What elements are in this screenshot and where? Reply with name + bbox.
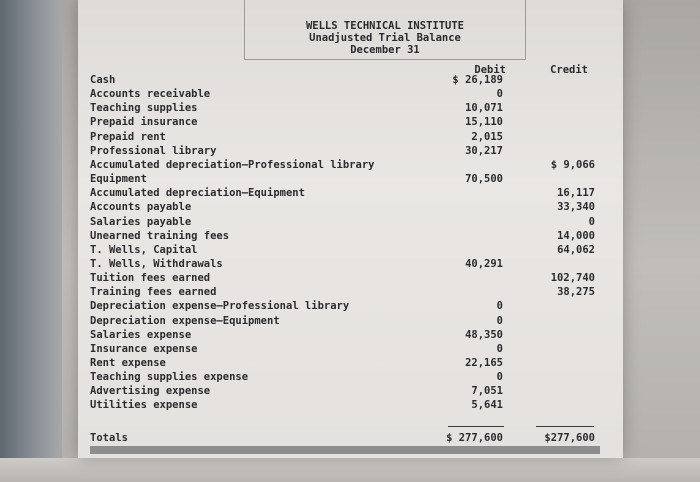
table-row [90,370,595,384]
account-name: Unearned training fees [90,229,230,242]
credit-amount: 16,117 [557,187,595,200]
debit-amount: 2,015 [471,130,503,143]
credit-column-header: Credit [550,64,588,76]
debit-amount: 22,165 [465,357,503,369]
table-row [90,314,595,328]
credit-amount: 0 [588,215,595,228]
credit-amount: $ 9,066 [550,158,595,171]
debit-amount: 0 [496,371,503,384]
account-name: Equipment [90,173,147,186]
account-name: Cash [90,74,116,86]
credit-amount: 64,062 [557,243,595,256]
account-name: Depreciation expense—Professional library [90,300,350,313]
debit-amount: 0 [496,314,503,327]
account-name: Rent expense [90,357,166,369]
account-name: Professional library [90,144,217,157]
debit-amount: 70,500 [465,173,503,186]
bottom-bar [90,446,600,454]
table-row [90,101,595,115]
totals-debit: $ 277,600 [446,432,503,444]
account-name: T. Wells, Capital [90,243,198,256]
debit-amount: 7,051 [471,385,503,398]
company-name: WELLS TECHNICAL INSTITUTE [305,20,465,32]
account-name: Salaries payable [90,215,192,228]
table-row [90,87,595,101]
table-row [90,356,595,370]
totals-row [90,431,595,445]
table-row [90,158,595,172]
table-row [90,186,595,200]
credit-amount: 14,000 [557,229,595,242]
debit-amount: 40,291 [465,257,503,270]
debit-column-header: Debit [474,64,506,76]
table-row [90,299,595,313]
credit-amount: 38,275 [557,286,595,299]
table-row [90,73,595,87]
debit-total-rule [448,426,504,427]
table-row [90,115,595,129]
account-name: Accumulated depreciation—Equipment [90,187,305,200]
account-name: Prepaid rent [90,130,166,143]
account-name: Teaching supplies expense [90,371,249,384]
totals-label: Totals [90,432,128,444]
credit-total-rule [536,426,594,427]
trial-balance-sheet [78,0,623,458]
table-row [90,384,595,398]
account-name: T. Wells, Withdrawals [90,257,223,270]
debit-amount: $ 26,189 [452,74,503,86]
table-row [90,200,595,214]
table-row [90,144,595,158]
debit-amount: 5,641 [471,399,503,412]
account-name: Teaching supplies [90,102,198,115]
account-name: Utilities expense [90,399,198,412]
table-row [90,285,595,299]
table-row [90,172,595,186]
account-name: Depreciation expense—Equipment [90,314,280,327]
desk-edge [0,0,62,482]
account-name: Training fees earned [90,286,217,299]
table-row [90,398,595,412]
debit-amount: 30,217 [465,144,503,157]
totals-credit: $277,600 [544,432,595,444]
debit-amount: 0 [496,300,503,313]
table-row [90,215,595,229]
debit-amount: 0 [496,88,503,101]
debit-amount: 15,110 [465,116,503,129]
report-date: December 31 [350,44,420,56]
table-row [90,342,595,356]
report-title: Unadjusted Trial Balance [309,32,461,44]
table-row [90,229,595,243]
debit-amount: 48,350 [465,328,503,341]
account-name: Prepaid insurance [90,116,198,129]
account-name: Advertising expense [90,385,211,398]
debit-amount: 10,071 [465,102,503,115]
table-row [90,130,595,144]
table-row [90,257,595,271]
credit-amount: 102,740 [550,272,595,285]
account-name: Tuition fees earned [90,272,211,285]
account-name: Insurance expense [90,342,198,355]
title-box [244,0,526,60]
table-row [90,271,595,285]
account-name: Accumulated depreciation—Professional library [90,158,375,171]
debit-amount: 0 [496,342,503,355]
credit-amount: 33,340 [557,201,595,214]
table-row [90,243,595,257]
account-name: Accounts payable [90,201,192,214]
account-name: Salaries expense [90,328,192,341]
table-row [90,328,595,342]
desk-bottom [0,458,700,482]
account-name: Accounts receivable [90,88,211,101]
